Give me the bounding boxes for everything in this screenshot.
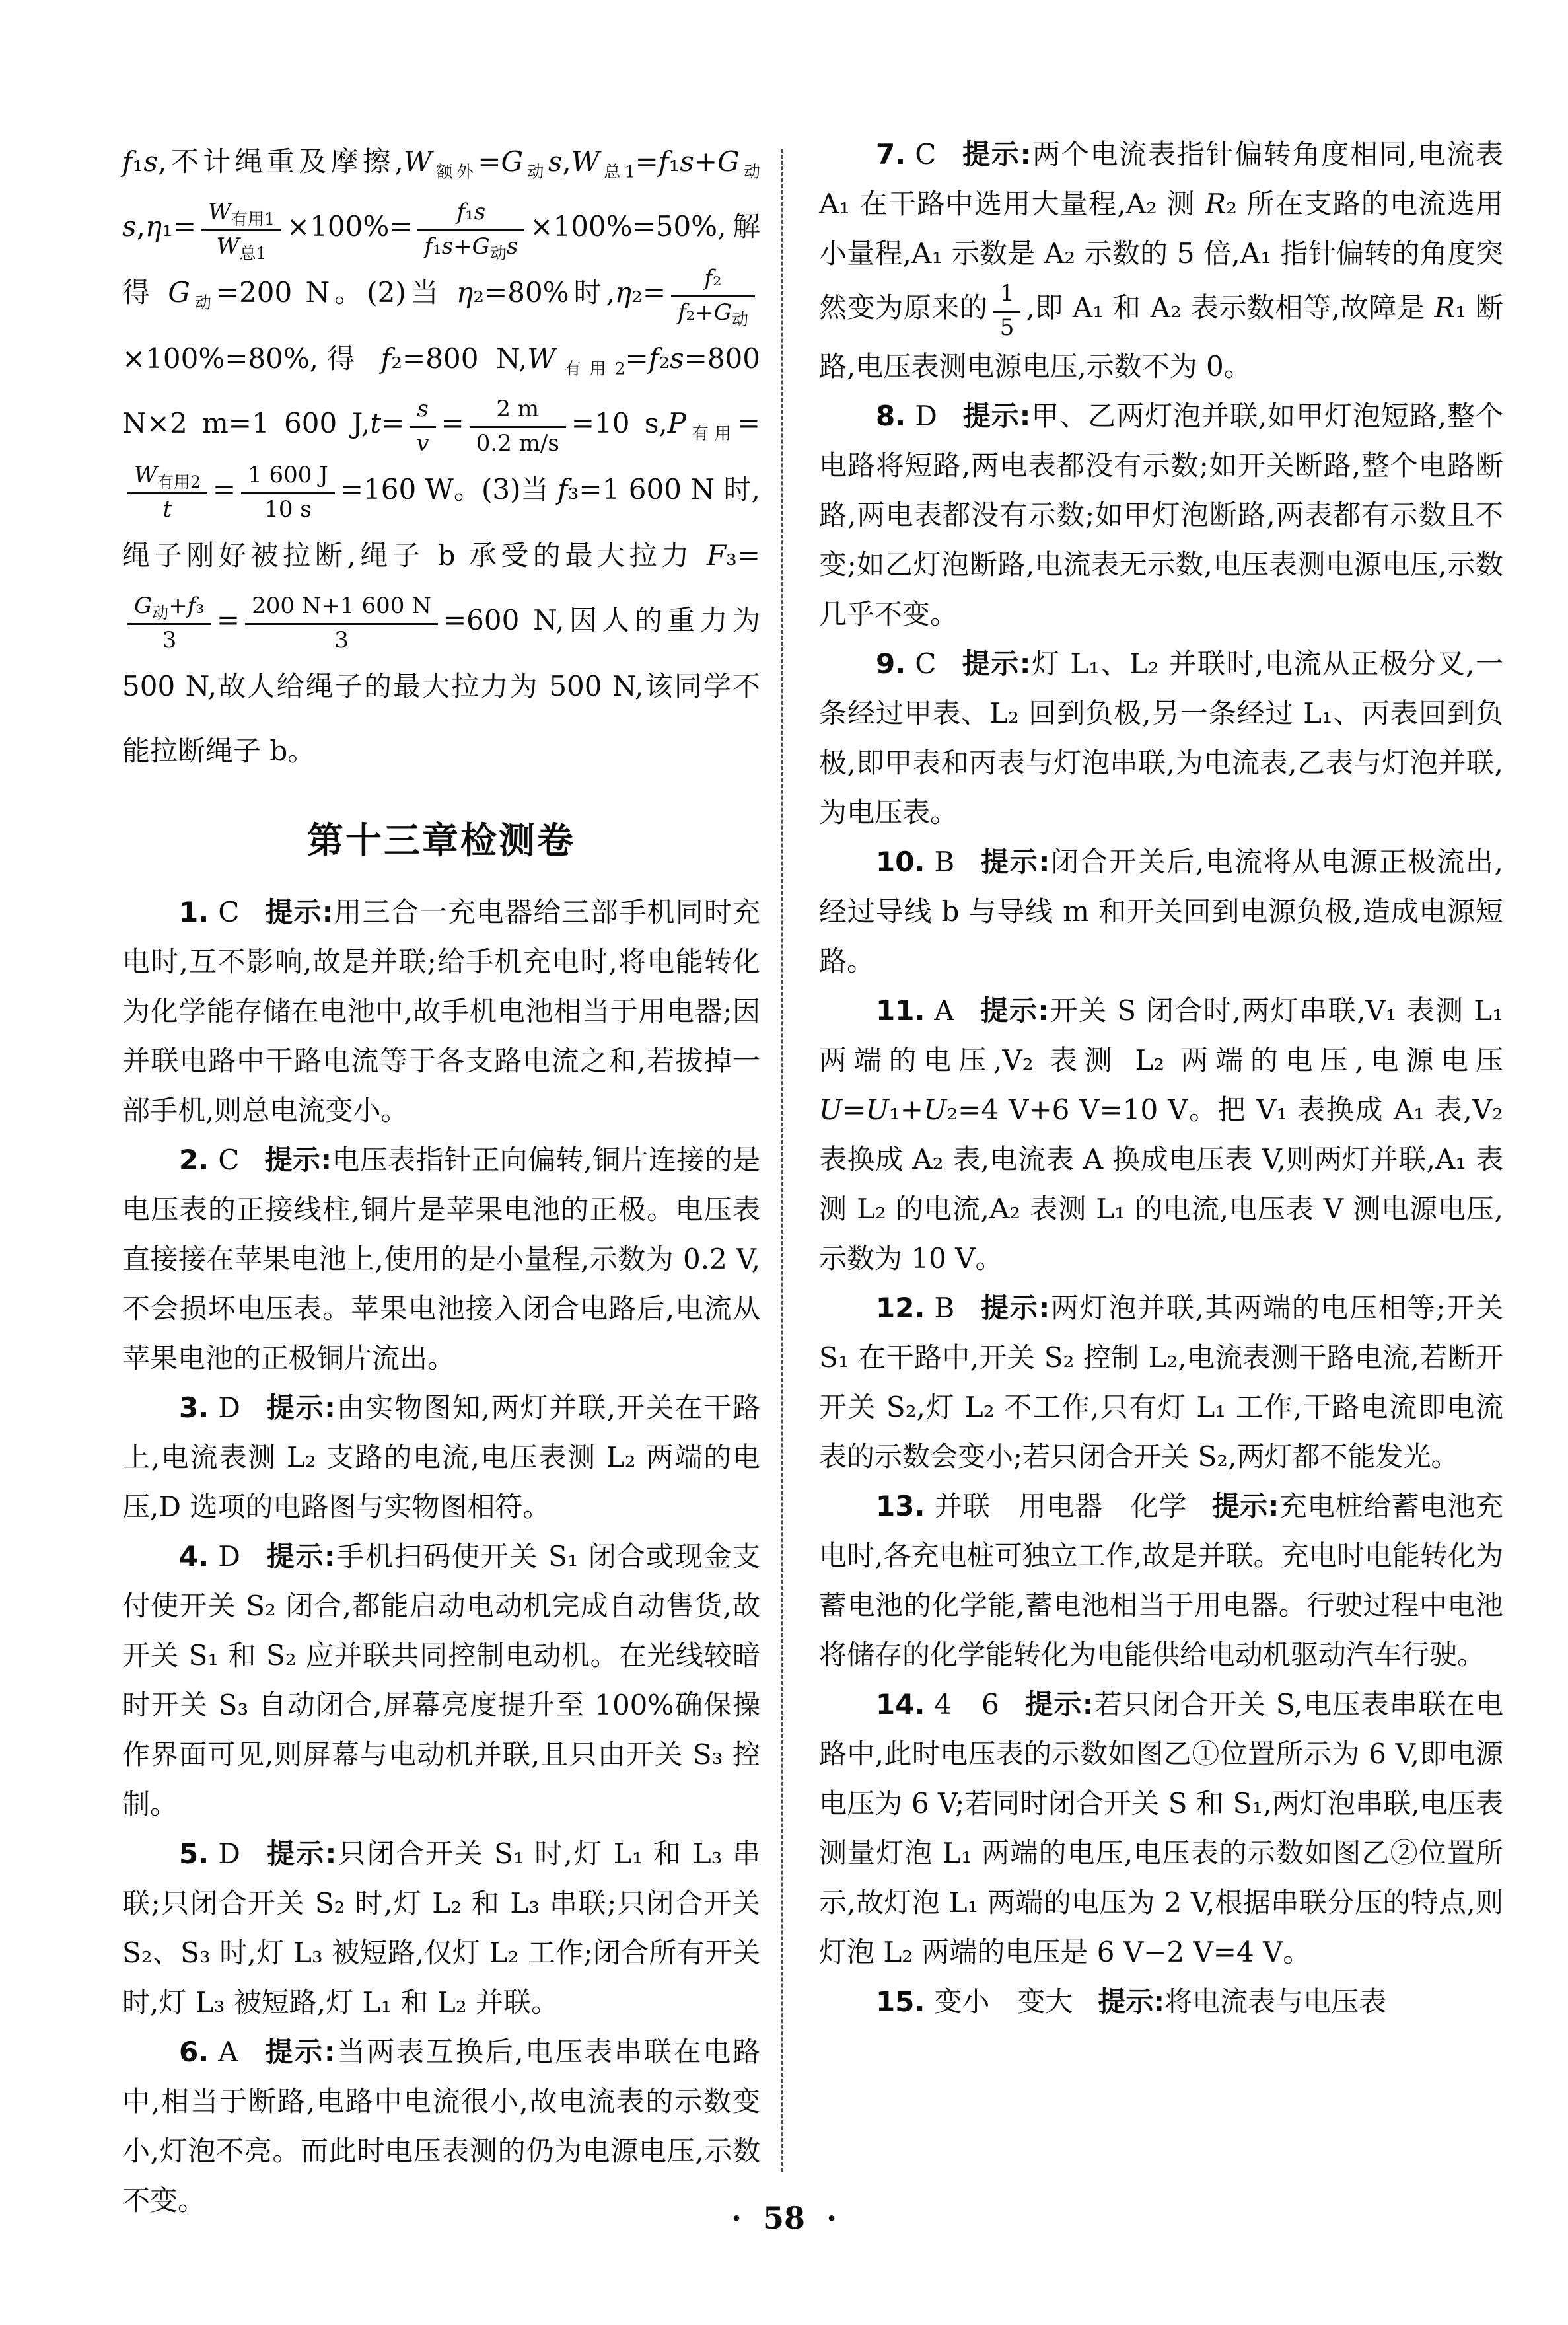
hint-label: 提示: (1024, 1688, 1094, 1720)
hint-label: 提示: (265, 1540, 336, 1572)
hint-label: 提示: (980, 846, 1050, 878)
hint-text: 手机扫码使开关 S₁ 闭合或现金支付使开关 S₂ 闭合,都能启动电动机完成自动售货,故开关 S₁ 和 S₂ 应并联共同控制电动机。在光线较暗时开关 S₃ 自动闭合,屏幕亮度提升至 100%确保操作界面可见,则屏幕与电动机并联,且只由开关 S₃ 控制。 (122, 1540, 761, 1820)
item-number: 1. (179, 896, 209, 928)
item-number: 12. (876, 1292, 925, 1324)
answer-item-1 (122, 887, 760, 1135)
item-number: 4. (179, 1540, 209, 1572)
hint-text: 由实物图知,两灯并联,开关在干路上,电流表测 L₂ 支路的电流,电压表测 L₂ 两端的电压,D 选项的电路图与实物图相符。 (122, 1391, 761, 1523)
answer-item-2 (122, 1135, 760, 1383)
item-answer: C (915, 138, 937, 170)
item-number: 9. (876, 647, 906, 680)
column-divider (781, 149, 783, 2172)
item-answer: 变小 变大 (934, 1985, 1073, 2018)
hint-text: 只闭合开关 S₁ 时,灯 L₁ 和 L₃ 串联;只闭合开关 S₂ 时,灯 L₂ 和 L₃ 串联;只闭合开关 S₂、S₃ 时,灯 L₃ 被短路,仅灯 L₂ 工作;闭合所有开关时,灯 L₃ 被短路,灯 L₁ 和 L₂ 并联。 (122, 1837, 760, 2018)
answer-item-13 (819, 1481, 1503, 1679)
item-answer: A (218, 2036, 238, 2068)
answer-item-14 (819, 1679, 1503, 1977)
hint-text: 充电桩给蓄电池充电时,各充电桩可独立工作,故是并联。充电时电能转化为蓄电池的化学能,蓄电池相当于用电器。行驶过程中电池将储存的化学能转化为电能供给电动机驱动汽车行驶。 (819, 1490, 1503, 1671)
answer-item-10 (819, 837, 1503, 986)
item-answer: C (218, 896, 240, 928)
hint-label: 提示: (264, 896, 334, 928)
hint-label: 提示: (265, 1837, 337, 1870)
hint-label: 提示: (961, 138, 1032, 170)
item-number: 10. (876, 846, 925, 878)
chapter-heading: 第十三章检测卷 (306, 819, 575, 862)
page-footer (0, 2200, 1568, 2236)
hint-text: 闭合开关后,电流将从电源正极流出,经过导线 b 与导线 m 和开关回到电源负极,造成电源短路。 (819, 846, 1504, 977)
item-number: 14. (876, 1688, 925, 1720)
item-answer: A (934, 994, 954, 1027)
hint-text: 灯 L₁、L₂ 并联时,电流从正极分叉,一条经过甲表、L₂ 回到负极,另一条经过 L₁、丙表回到负极,即甲表和丙表与灯泡串联,为电流表,乙表与灯泡并联,为电压表。 (819, 647, 1504, 829)
item-answer: B (934, 846, 955, 878)
hint-text: 电压表指针正向偏转,铜片连接的是电压表的正接线柱,铜片是苹果电池的正极。电压表直接接在苹果电池上,使用的是小量程,示数为 0.2 V,不会损坏电压表。苹果电池接入闭合电路后,电流从苹果电池的正极铜片流出。 (122, 1144, 760, 1374)
answer-item-15 (819, 1977, 1503, 2026)
hint-label: 提示: (980, 1292, 1050, 1324)
item-number: 3. (179, 1391, 209, 1424)
item-number: 11. (876, 994, 925, 1027)
item-answer: D (218, 1391, 240, 1424)
left-column (122, 129, 760, 2225)
hint-text: 当两表互换后,电压表串联在电路中,相当于断路,电路中电流很小,故电流表的示数变小,灯泡不亮。而此时电压表测的仍为电源电压,示数不变。 (122, 2036, 760, 2217)
answer-item-6 (122, 2027, 760, 2225)
hint-text: 用三合一充电器给三部手机同时充电时,互不影响,故是并联;给手机充电时,将电能转化为化学能存储在电池中,故手机电池相当于用电器;因并联电路中干路电流等于各支路电流之和,若拔掉一部手机,则总电流变小。 (122, 896, 760, 1126)
footer-dot-right: · (826, 2200, 837, 2236)
page-number: 58 (762, 2200, 805, 2236)
item-answer: D (218, 1837, 240, 1870)
answer-item-12 (819, 1283, 1503, 1481)
item-answer: C (915, 647, 937, 680)
answer-item-7 (819, 129, 1503, 391)
hint-label: 提示: (979, 994, 1049, 1027)
hint-label: 提示: (263, 2036, 336, 2068)
item-answer: 4 6 (934, 1688, 999, 1720)
answer-item-5 (122, 1829, 760, 2027)
hint-label: 提示: (1211, 1490, 1279, 1522)
hint-text: 开关 S 闭合时,两灯串联,V₁ 表测 L₁ 两端的电压,V₂ 表测 L₂ 两端的电压,电源电压 U=U₁+U₂=4 V+6 V=10 V。把 V₁ 表换成 A₁ 表,V₂ 表换成 A₂ 表,电流表 A 换成电压表 V,则两灯并联,A₁ 表测 L₂ 的电流,A₂ 表测 L₁ 的电流,电压表 V 测电源电压,示数为 10 V。 (819, 994, 1503, 1274)
solution-continuation-paragraph: f₁s,不计绳重及摩擦$,W_{额外}=G_动s,W_{总1}=f_1s+G_动s,\eta_1=$ $\frac{W_{有用1}}{W_{总1}}$ ×100%= $\frac{\text{f₁s}}{f_1s+G_动s}$ ×100%=50%,解得 $G_动=200$ N。(2)当 η₂=80%时,η₂= $\frac{\text{f₂}}{f_2+G_动}$ ×100%=80%,得 f₂=800 $N,W_{有用2}=f_2s=800$ N×2 m=1 600 J,t= $\frac{s}{v}$ = $\frac{2 m}{0.2 m/s}$ =10 $s,P_{有用}=$ $\frac{W_{有用2}}{t}$ = $\frac{1 600 J}{10 s}$ =160 W。(3)当 f₃=1 600 N 时,绳子刚好被拉断,绳子 b 承受的最大拉力 F₃= $\frac{G_动+f_3}{3}$ = $\frac{200 N+1 600 N}{3}$ =600 N,因人的重力为 500 N,故人给绳子的最大拉力为 500 N,该同学不能拉断绳子 b。 (122, 145, 760, 767)
answer-item-8 (819, 391, 1503, 639)
hint-text: 将电流表与电压表 (1164, 1985, 1387, 2018)
item-number: 13. (876, 1490, 925, 1522)
hint-label: 提示: (961, 647, 1031, 680)
item-number: 7. (876, 138, 906, 170)
item-answer: D (915, 400, 937, 432)
item-number: 15. (876, 1985, 925, 2018)
item-number: 8. (876, 400, 906, 432)
footer-dot-left: · (731, 2200, 742, 2236)
hint-text: 两个电流表指针偏转角度相同,电流表 A₁ 在干路中选用大量程,A₂ 测 R₂ 所在支路的电流选用小量程,A₁ 示数是 A₂ 示数的 5 倍,A₁ 指针偏转的角度突然变为原来的 $\frac{1}{5}$ ,即 A₁ 和 A₂ 表示数相等,故障是 R₁ 断路,电压表测电源电压,示数不为 0。 (819, 138, 1504, 383)
item-answer: B (934, 1292, 955, 1324)
answer-item-11 (819, 986, 1503, 1283)
hint-label: 提示: (265, 1391, 336, 1424)
item-number: 2. (179, 1144, 209, 1176)
hint-label: 提示: (264, 1144, 332, 1176)
hint-label: 提示: (1098, 1985, 1165, 2018)
item-answer: D (218, 1540, 240, 1572)
right-column (819, 129, 1503, 2026)
hint-text: 两灯泡并联,其两端的电压相等;开关 S₁ 在干路中,开关 S₂ 控制 L₂,电流表测干路电流,若断开开关 S₂,灯 L₂ 不工作,只有灯 L₁ 工作,干路电流即电流表的示数会变小;若只闭合开关 S₂,两灯都不能发光。 (819, 1292, 1503, 1473)
hint-text: 若只闭合开关 S,电压表串联在电路中,此时电压表的示数如图乙①位置所示为 6 V,即电源电压为 6 V;若同时闭合开关 S 和 S₁,两灯泡串联,电压表测量灯泡 L₁ 两端的电压,电压表的示数如图乙②位置所示,故灯泡 L₁ 两端的电压为 2 V,根据串联分压的特点,则灯泡 L₂ 两端的电压是 6 V−2 V=4 V。 (819, 1688, 1503, 1968)
answer-item-4 (122, 1532, 760, 1829)
item-number: 5. (179, 1837, 209, 1870)
hint-label: 提示: (962, 400, 1031, 432)
hint-text: 甲、乙两灯泡并联,如甲灯泡短路,整个电路将短路,两电表都没有示数;如开关断路,整个电路断路,两电表都没有示数;如甲灯泡断路,两表都有示数且不变;如乙灯泡断路,电流表无示数,电压表测电源电压,示数几乎不变。 (819, 400, 1504, 630)
answer-item-9 (819, 639, 1503, 837)
item-answer: C (218, 1144, 240, 1176)
item-number: 6. (179, 2036, 209, 2068)
item-answer: 并联 用电器 化学 (934, 1490, 1187, 1522)
answer-item-3 (122, 1383, 760, 1532)
